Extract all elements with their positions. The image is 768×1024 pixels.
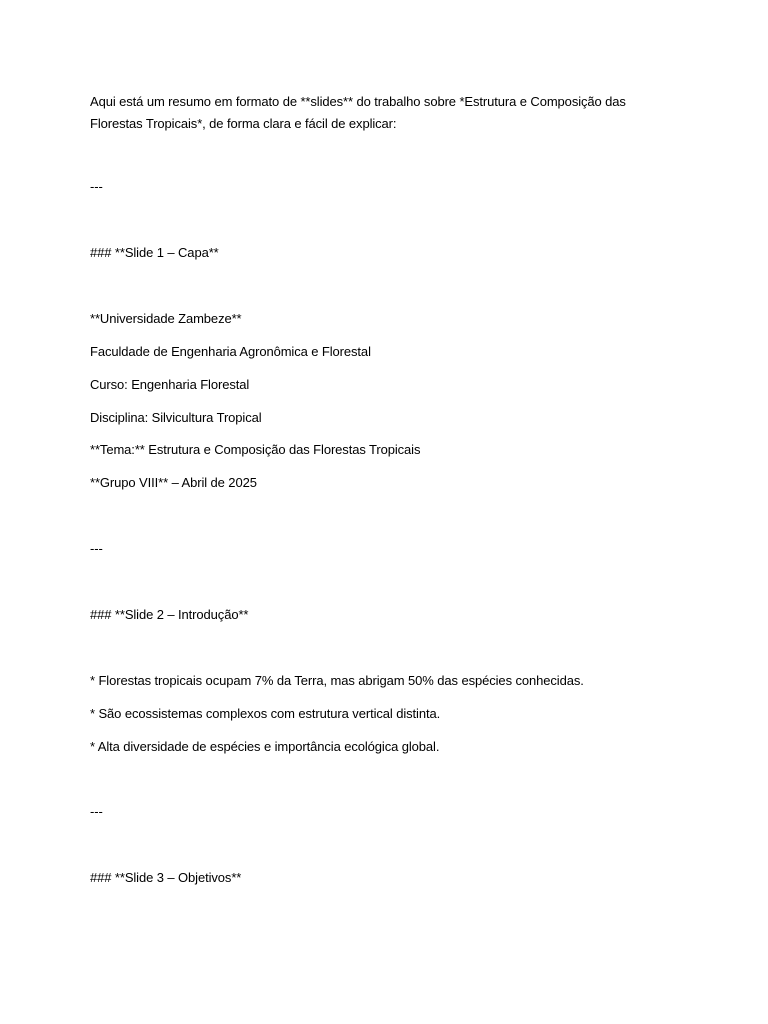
faculty-name: Faculdade de Engenharia Agronômica e Florestal: [90, 344, 371, 359]
separator-3: ---: [90, 804, 103, 819]
intro-text-line-1: Aqui está um resumo em formato de **slides** do trabalho sobre *Estrutura e Composição das: [90, 94, 626, 109]
discipline-name: Disciplina: Silvicultura Tropical: [90, 410, 262, 425]
intro-text-line-2: Florestas Tropicais*, de forma clara e fácil de explicar:: [90, 116, 397, 131]
bullet-item-1: * Florestas tropicais ocupam 7% da Terra, mas abrigam 50% das espécies conhecidas.: [90, 673, 584, 688]
separator-2: ---: [90, 541, 103, 556]
slide-2-heading: ### **Slide 2 – Introdução**: [90, 607, 249, 622]
slide-3-heading: ### **Slide 3 – Objetivos**: [90, 870, 242, 885]
theme-line: **Tema:** Estrutura e Composição das Florestas Tropicais: [90, 442, 421, 457]
course-name: Curso: Engenharia Florestal: [90, 377, 250, 392]
bullet-item-3: * Alta diversidade de espécies e importância ecológica global.: [90, 739, 440, 754]
group-line: **Grupo VIII** – Abril de 2025: [90, 475, 257, 490]
bullet-item-2: * São ecossistemas complexos com estrutura vertical distinta.: [90, 706, 441, 721]
separator-1: ---: [90, 179, 103, 194]
slide-1-heading: ### **Slide 1 – Capa**: [90, 245, 219, 260]
university-name: **Universidade Zambeze**: [90, 311, 242, 326]
